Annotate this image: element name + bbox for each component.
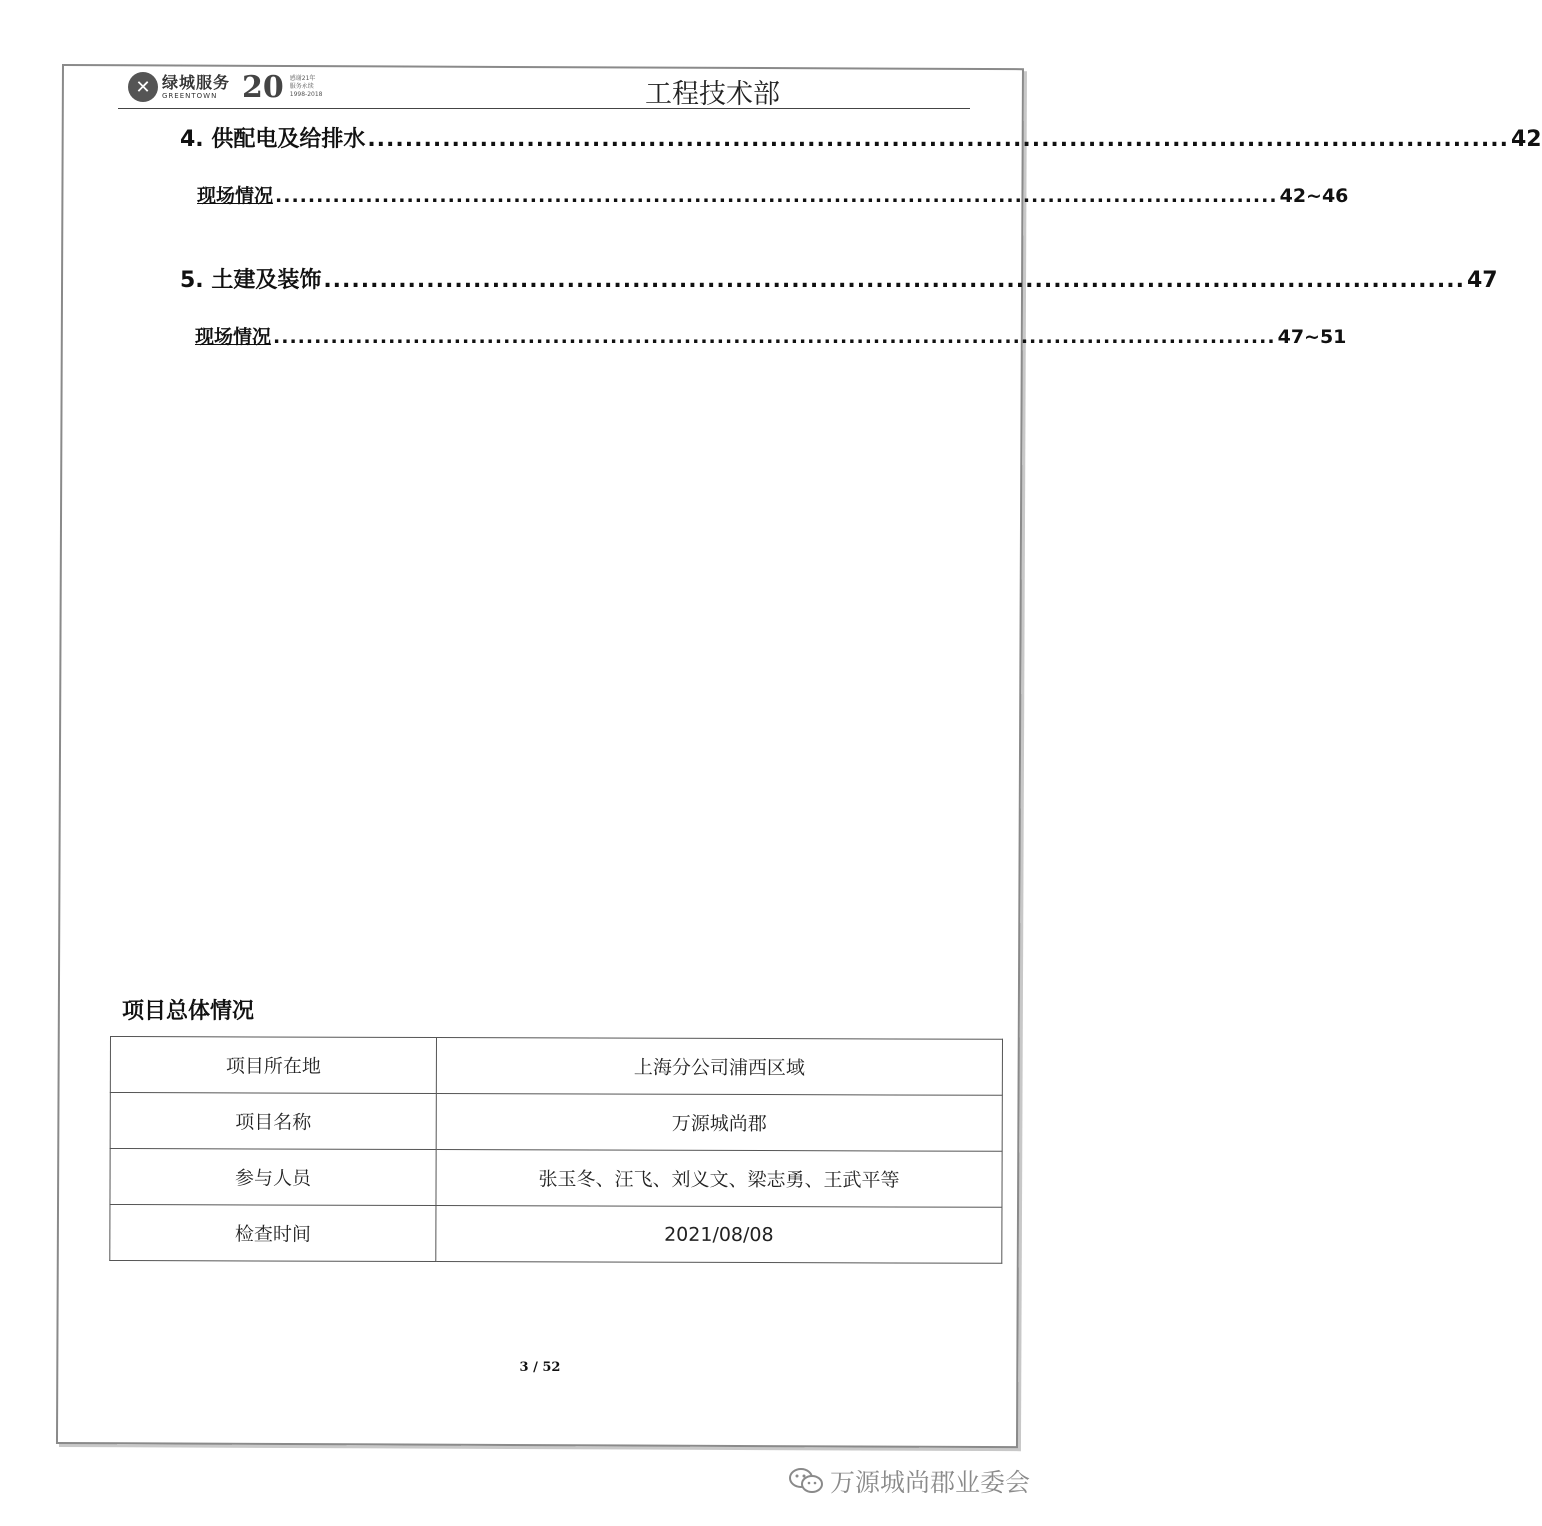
table-value-cell: 上海分公司浦西区域: [436, 1038, 1002, 1096]
summary-table: [109, 1036, 1003, 1264]
table-key-cell: 检查时间: [110, 1205, 436, 1262]
toc-entry-page: 47~51: [1277, 326, 1347, 348]
logo-en: GREENTOWN: [162, 91, 218, 100]
greentown-logo-icon: ✕: [128, 72, 158, 102]
toc-entry: [180, 263, 1498, 294]
table-row: [110, 1093, 1002, 1152]
logo-20: 20: [242, 69, 284, 105]
table-value-cell: 张玉冬、汪飞、刘义文、梁志勇、王武平等: [436, 1150, 1002, 1208]
watermark: [788, 1463, 1030, 1499]
table-value-cell: 2021/08/08: [436, 1206, 1002, 1264]
table-row: [110, 1149, 1002, 1208]
toc-entry: [180, 122, 1542, 153]
summary-title: 项目总体情况: [122, 999, 255, 1024]
toc-entry-label: 现场情况: [197, 185, 274, 207]
page-number: 3 / 52: [519, 1360, 561, 1375]
department-title: 工程技术部: [645, 79, 780, 110]
table-value-cell: 万源城尚郡: [436, 1094, 1002, 1152]
table-key-cell: 项目所在地: [110, 1037, 436, 1094]
header-logo: [128, 70, 322, 104]
watermark-text: 万源城尚郡业委会: [830, 1468, 1031, 1497]
logo-20-meta: 感谢21年 服务永续 1998-2018: [289, 75, 323, 98]
toc-subentry: [195, 322, 1347, 349]
toc-entry-label: 现场情况: [195, 326, 272, 348]
header-divider: [118, 108, 970, 109]
table-row: [110, 1205, 1002, 1264]
toc-entry-label: 4. 供配电及给排水: [180, 127, 366, 152]
toc-leader-dots: ..........................................................................................................................: [323, 268, 1465, 293]
table-row: [110, 1037, 1002, 1096]
wechat-icon: [788, 1467, 824, 1495]
toc-leader-dots: ..........................................................................................................................: [275, 185, 1278, 207]
table-key-cell: 项目名称: [110, 1093, 436, 1150]
toc-entry-label: 5. 土建及装饰: [180, 268, 322, 293]
toc-leader-dots: ..........................................................................................................................: [367, 127, 1509, 152]
toc-entry-page: 47: [1466, 268, 1498, 293]
toc-leader-dots: ..........................................................................................................................: [273, 326, 1276, 348]
toc-subentry: [197, 181, 1349, 208]
toc-entry-page: 42~46: [1279, 185, 1349, 207]
toc-entry-page: 42: [1510, 127, 1542, 152]
logo-cn: 绿城服务: [162, 72, 231, 92]
table-key-cell: 参与人员: [110, 1149, 436, 1206]
